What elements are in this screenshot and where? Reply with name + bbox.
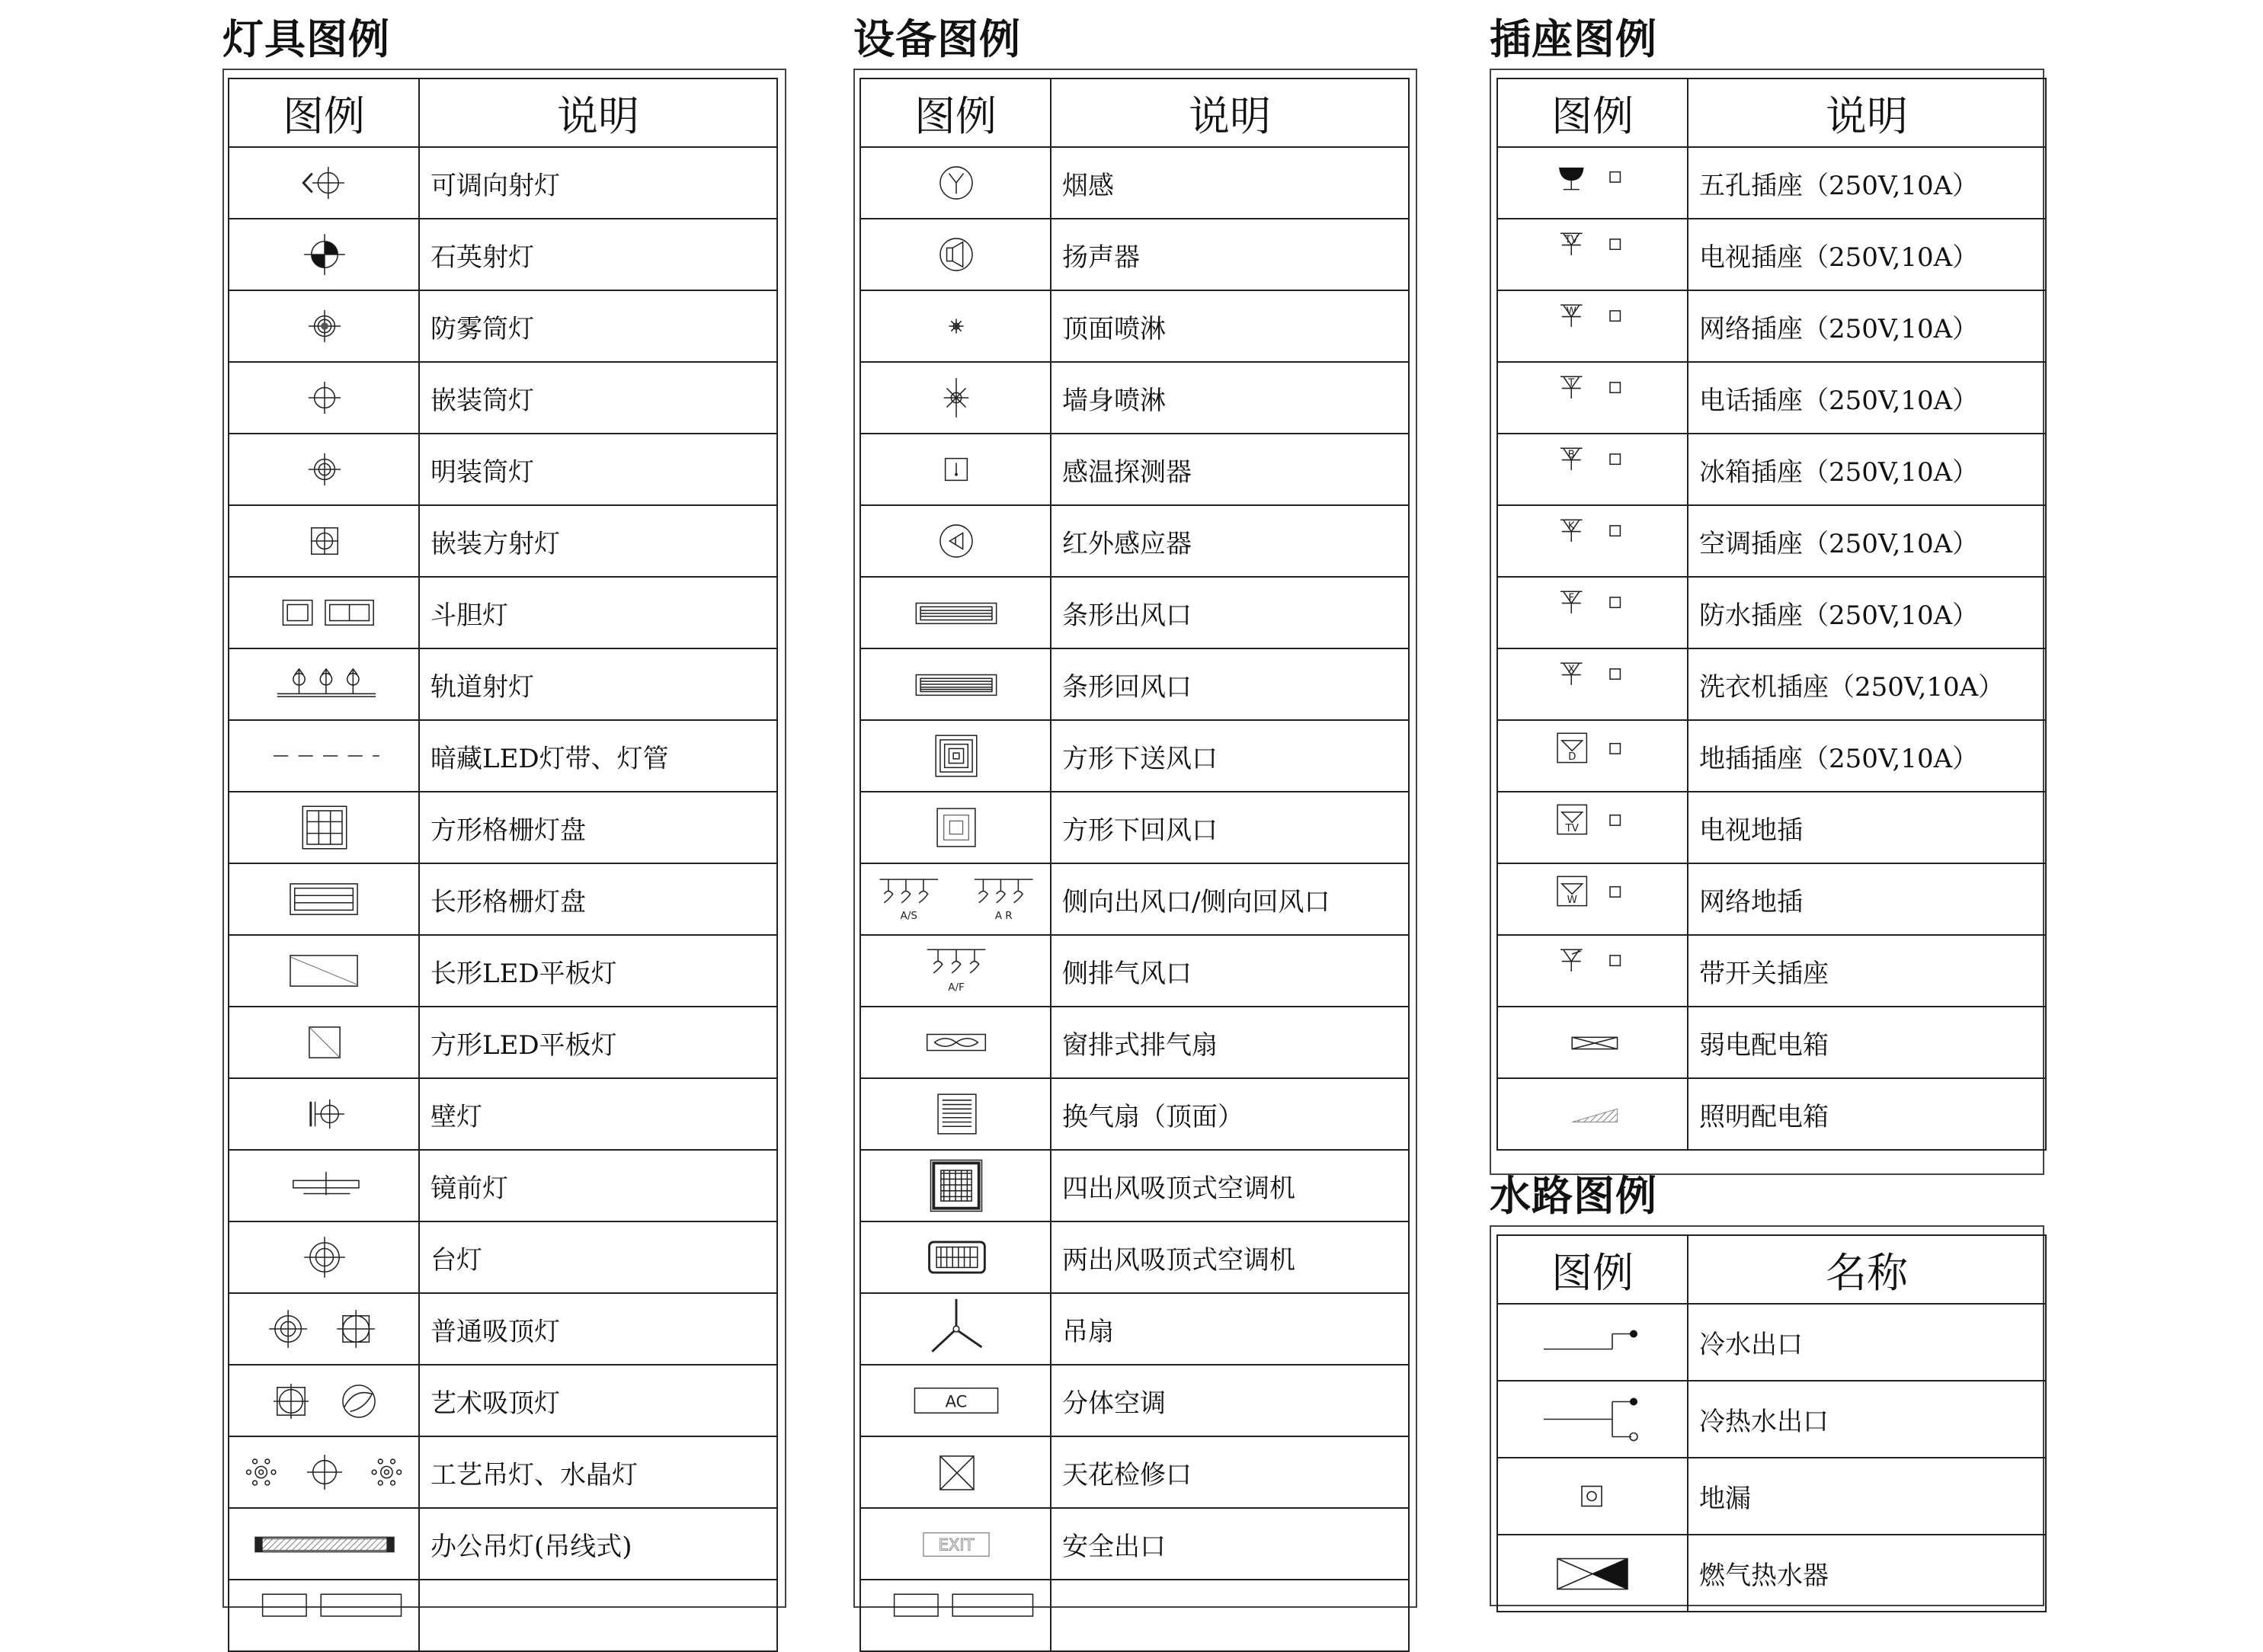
legend-description: 换气扇（顶面） — [1051, 1078, 1409, 1150]
svg-text:AC: AC — [945, 1391, 968, 1411]
table-header-row — [860, 78, 1409, 147]
legend-symbol-cell — [860, 1436, 1051, 1508]
legend-description: 窗排式排气扇 — [1051, 1007, 1409, 1078]
legend-symbol-cell — [860, 1150, 1051, 1221]
ceiling-sprinkler-icon — [861, 292, 1051, 360]
legend-table-lamps — [228, 78, 778, 1652]
legend-description: 嵌装方射灯 — [419, 505, 777, 577]
table-row — [229, 1078, 777, 1150]
legend-description: 感温探测器 — [1051, 434, 1409, 505]
legend-symbol-cell — [1497, 505, 1688, 577]
legend-symbol-cell — [229, 1508, 419, 1580]
infrared-sensor-icon — [861, 507, 1051, 575]
legend-symbol-cell — [860, 792, 1051, 863]
exit-sign-icon — [861, 1510, 1051, 1578]
legend-symbol-cell — [229, 720, 419, 792]
equipment-legend-section — [853, 17, 1417, 1600]
legend-symbol-cell — [229, 1007, 419, 1078]
legend-symbol-cell — [860, 1508, 1051, 1580]
legend-description: 长形格栅灯盘 — [419, 863, 777, 935]
legend-description: 安全出口 — [1051, 1508, 1409, 1580]
legend-symbol-cell — [229, 935, 419, 1007]
legend-symbol-cell — [229, 863, 419, 935]
legend-symbol-cell — [229, 219, 419, 290]
table-row — [860, 863, 1409, 935]
legend-description: 弱电配电箱 — [1688, 1007, 2046, 1078]
water-legend-section — [1490, 1173, 2046, 1600]
legend-symbol-cell — [860, 720, 1051, 792]
legend-symbol-cell — [229, 1293, 419, 1365]
legend-description: 斗胆灯 — [419, 577, 777, 648]
section-title-sockets: 插座图例 — [1490, 15, 1657, 63]
legend-symbol-cell — [229, 1436, 419, 1508]
four-way-cassette-ac-icon — [861, 1151, 1051, 1220]
legend-description: 地插插座（250V,10A） — [1688, 720, 2046, 792]
legend-description: 石英射灯 — [419, 219, 777, 290]
two-way-cassette-ac-icon — [861, 1223, 1051, 1292]
lamp-legend-section — [222, 17, 786, 1600]
header-name: 名称 — [1688, 1235, 2046, 1304]
square-supply-vent-icon — [861, 722, 1051, 790]
legend-description — [1051, 1580, 1409, 1651]
header-legend: 图例 — [1497, 78, 1688, 147]
table-row — [229, 219, 777, 290]
legend-symbol-cell — [860, 1078, 1051, 1150]
art-ceiling-lamp-icon — [229, 1366, 420, 1435]
legend-symbol-cell — [860, 1580, 1051, 1651]
legend-symbol-cell — [229, 362, 419, 434]
section-title-equipment: 设备图例 — [853, 15, 1021, 63]
legend-description: 顶面喷淋 — [1051, 290, 1409, 362]
legend-symbol-cell — [1497, 147, 1688, 219]
tv-socket-icon — [1498, 220, 1688, 289]
table-row — [860, 434, 1409, 505]
legend-description: 轨道射灯 — [419, 648, 777, 720]
legend-symbol-cell — [1497, 219, 1688, 290]
side-vents-icon — [861, 865, 1051, 933]
legend-symbol-cell — [1497, 1078, 1688, 1150]
legend-description: 方形下送风口 — [1051, 720, 1409, 792]
network-floor-socket-icon — [1498, 865, 1688, 933]
legend-description: 普通吸顶灯 — [419, 1293, 777, 1365]
legend-description: 洗衣机插座（250V,10A） — [1688, 648, 2046, 720]
smoke-detector-icon — [861, 149, 1051, 217]
ceiling-fan-icon — [861, 1295, 1051, 1363]
table-row — [860, 577, 1409, 648]
section-title-lamps: 灯具图例 — [222, 15, 390, 63]
legend-table-sockets — [1496, 78, 2047, 1151]
legend-symbol-cell — [1497, 434, 1688, 505]
split-ac-icon — [861, 1366, 1051, 1435]
table-row — [1497, 863, 2046, 935]
table-row — [860, 1293, 1409, 1365]
table-row — [860, 1007, 1409, 1078]
header-legend: 图例 — [229, 78, 419, 147]
legend-symbol-cell — [860, 648, 1051, 720]
legend-symbol-cell — [1497, 1007, 1688, 1078]
table-row — [1497, 648, 2046, 720]
table-row — [1497, 1458, 2046, 1535]
table-row — [1497, 1078, 2046, 1150]
wall-lamp-icon — [229, 1080, 420, 1148]
legend-description: 明装筒灯 — [419, 434, 777, 505]
network-socket-icon — [1498, 292, 1688, 360]
legend-description: 方形格栅灯盘 — [419, 792, 777, 863]
svg-text:A/F: A/F — [948, 981, 965, 994]
table-row — [860, 219, 1409, 290]
table-row — [860, 792, 1409, 863]
quartz-spotlight-icon — [229, 220, 420, 289]
legend-symbol-cell — [860, 863, 1051, 935]
table-row — [860, 362, 1409, 434]
table-row — [1497, 1304, 2046, 1381]
table-row — [229, 577, 777, 648]
legend-description: 艺术吸顶灯 — [419, 1365, 777, 1436]
legend-description: 吊扇 — [1051, 1293, 1409, 1365]
legend-symbol-cell — [860, 147, 1051, 219]
ceiling-vent-fan-icon — [861, 1080, 1051, 1148]
legend-description: 冷热水出口 — [1688, 1381, 2046, 1458]
table-row — [1497, 290, 2046, 362]
table-row — [860, 1365, 1409, 1436]
table-row — [1497, 505, 2046, 577]
legend-symbol-cell — [860, 290, 1051, 362]
table-row — [1497, 720, 2046, 792]
legend-description: 工艺吊灯、水晶灯 — [419, 1436, 777, 1508]
legend-table-equipment — [859, 78, 1410, 1652]
section-title-water: 水路图例 — [1490, 1172, 1657, 1220]
table-row — [860, 1221, 1409, 1293]
legend-description: 防雾筒灯 — [419, 290, 777, 362]
legend-description: 壁灯 — [419, 1078, 777, 1150]
legend-symbol-cell — [1497, 935, 1688, 1007]
legend-description: 红外感应器 — [1051, 505, 1409, 577]
legend-symbol-cell — [1497, 720, 1688, 792]
svg-text:F: F — [1568, 592, 1575, 604]
table-row — [229, 1221, 777, 1293]
washer-socket-icon — [1498, 650, 1688, 719]
table-row — [229, 1365, 777, 1436]
table-row — [1497, 792, 2046, 863]
table-row — [1497, 1381, 2046, 1458]
table-row — [1497, 434, 2046, 505]
svg-text:B: B — [1567, 449, 1575, 461]
legend-description: 办公吊灯(吊线式) — [419, 1508, 777, 1580]
legend-description: 镜前灯 — [419, 1150, 777, 1221]
legend-description: 长形LED平板灯 — [419, 935, 777, 1007]
legend-description: 两出风吸顶式空调机 — [1051, 1221, 1409, 1293]
table-row — [229, 362, 777, 434]
legend-description: 空调插座（250V,10A） — [1688, 505, 2046, 577]
cold-water-outlet-icon — [1498, 1305, 1688, 1379]
table-row — [229, 720, 777, 792]
table-row — [860, 147, 1409, 219]
heat-detector-icon — [861, 435, 1051, 504]
tv-floor-socket-icon — [1498, 793, 1688, 862]
legend-description: 网络地插 — [1688, 863, 2046, 935]
table-row — [860, 1078, 1409, 1150]
legend-description: 分体空调 — [1051, 1365, 1409, 1436]
low-voltage-box-icon — [1498, 1008, 1688, 1077]
square-led-panel-icon — [229, 1008, 420, 1077]
table-row — [860, 505, 1409, 577]
legend-description: 天花检修口 — [1051, 1436, 1409, 1508]
legend-symbol-cell — [860, 362, 1051, 434]
legend-symbol-cell — [1497, 290, 1688, 362]
legend-description — [419, 1580, 777, 1651]
header-description: 说明 — [419, 78, 777, 147]
table-row — [860, 648, 1409, 720]
table-row — [1497, 1007, 2046, 1078]
five-hole-socket-icon — [1498, 149, 1688, 217]
legend-symbol-cell — [229, 648, 419, 720]
table-row — [229, 1580, 777, 1651]
legend-description: 扬声器 — [1051, 219, 1409, 290]
legend-symbol-cell — [1497, 577, 1688, 648]
track-spotlight-icon — [229, 650, 420, 719]
legend-symbol-cell — [229, 505, 419, 577]
legend-symbol-cell — [1497, 648, 1688, 720]
table-row — [1497, 147, 2046, 219]
socket-legend-section — [1490, 17, 2046, 1175]
long-led-panel-icon — [229, 936, 420, 1005]
recessed-square-spotlight-icon — [229, 507, 420, 575]
svg-text:X: X — [1567, 664, 1575, 676]
legend-symbol-cell — [1497, 1458, 1688, 1535]
table-row — [860, 290, 1409, 362]
side-exhaust-vent-icon — [861, 936, 1051, 1005]
legend-symbol-cell — [1497, 362, 1688, 434]
svg-text:A R: A R — [994, 910, 1013, 922]
office-pendant-lamp-icon — [229, 1510, 420, 1578]
svg-text:W: W — [1566, 306, 1576, 318]
svg-text:D: D — [1568, 751, 1576, 763]
legend-description: 电视插座（250V,10A） — [1688, 219, 2046, 290]
legend-description: 台灯 — [419, 1221, 777, 1293]
ceiling-lamp-icon — [229, 1295, 420, 1363]
legend-symbol-cell — [229, 792, 419, 863]
table-row — [860, 935, 1409, 1007]
svg-text:K: K — [1567, 520, 1575, 533]
legend-symbol-cell — [229, 1580, 419, 1651]
legend-description: 墙身喷淋 — [1051, 362, 1409, 434]
wall-sprinkler-icon — [861, 363, 1051, 432]
svg-text:EXIT: EXIT — [938, 1535, 975, 1554]
square-return-vent-icon — [861, 793, 1051, 862]
legend-symbol-cell — [229, 1078, 419, 1150]
adjustable-spotlight-icon — [229, 149, 420, 217]
switched-socket-icon — [1498, 936, 1688, 1005]
table-row — [860, 1436, 1409, 1508]
table-row — [860, 720, 1409, 792]
table-row — [1497, 362, 2046, 434]
table-row — [229, 1007, 777, 1078]
hidden-led-strip-icon — [229, 722, 420, 790]
table-row — [860, 1150, 1409, 1221]
table-row — [860, 1508, 1409, 1580]
table-row — [229, 1508, 777, 1580]
table-header-row — [229, 78, 777, 147]
grille-spotlight-icon — [229, 578, 420, 647]
long-grille-panel-icon — [229, 865, 420, 933]
legend-symbol-cell — [229, 147, 419, 219]
legend-description: 暗藏LED灯带、灯管 — [419, 720, 777, 792]
legend-description: 方形LED平板灯 — [419, 1007, 777, 1078]
legend-symbol-cell — [860, 1365, 1051, 1436]
linear-supply-vent-icon — [861, 578, 1051, 647]
table-row — [1497, 219, 2046, 290]
legend-symbol-cell — [860, 935, 1051, 1007]
legend-description: 五孔插座（250V,10A） — [1688, 147, 2046, 219]
legend-symbol-cell — [229, 1150, 419, 1221]
partial-icon — [861, 1581, 1051, 1650]
legend-symbol-cell — [229, 577, 419, 648]
speaker-icon — [861, 220, 1051, 289]
table-lamp-icon — [229, 1223, 420, 1292]
hot-cold-water-outlet-icon — [1498, 1382, 1688, 1456]
legend-description: 电视地插 — [1688, 792, 2046, 863]
chandelier-icon — [229, 1438, 420, 1506]
svg-text:TV: TV — [1564, 234, 1578, 246]
linear-return-vent-icon — [861, 650, 1051, 719]
legend-description: 侧排气风口 — [1051, 935, 1409, 1007]
table-row — [229, 1436, 777, 1508]
legend-description: 四出风吸顶式空调机 — [1051, 1150, 1409, 1221]
legend-symbol-cell — [229, 1365, 419, 1436]
legend-description: 带开关插座 — [1688, 935, 2046, 1007]
square-grille-panel-icon — [229, 793, 420, 862]
header-description: 说明 — [1688, 78, 2046, 147]
legend-symbol-cell — [860, 1293, 1051, 1365]
phone-socket-icon — [1498, 363, 1688, 432]
legend-symbol-cell — [860, 1221, 1051, 1293]
legend-symbol-cell — [860, 1007, 1051, 1078]
table-row — [229, 648, 777, 720]
fogproof-downlight-icon — [229, 292, 420, 360]
table-row — [1497, 577, 2046, 648]
legend-symbol-cell — [860, 505, 1051, 577]
lighting-box-icon — [1498, 1080, 1688, 1148]
legend-description: 冰箱插座（250V,10A） — [1688, 434, 2046, 505]
legend-description: 冷水出口 — [1688, 1304, 2046, 1381]
table-row — [229, 935, 777, 1007]
legend-description: 燃气热水器 — [1688, 1535, 2046, 1612]
table-row — [229, 792, 777, 863]
legend-description: 地漏 — [1688, 1458, 2046, 1535]
window-exhaust-fan-icon — [861, 1008, 1051, 1077]
legend-table-water — [1496, 1234, 2047, 1612]
legend-symbol-cell — [1497, 1304, 1688, 1381]
floor-drain-icon — [1498, 1459, 1688, 1533]
fridge-socket-icon — [1498, 435, 1688, 504]
legend-symbol-cell — [1497, 1381, 1688, 1458]
table-row — [229, 290, 777, 362]
svg-text:T: T — [1568, 377, 1575, 389]
legend-symbol-cell — [860, 219, 1051, 290]
legend-description: 照明配电箱 — [1688, 1078, 2046, 1150]
legend-symbol-cell — [229, 1221, 419, 1293]
ac-socket-icon — [1498, 507, 1688, 575]
legend-description: 嵌装筒灯 — [419, 362, 777, 434]
svg-text:A/S: A/S — [900, 910, 917, 922]
legend-symbol-cell — [229, 434, 419, 505]
table-row — [1497, 935, 2046, 1007]
legend-description: 侧向出风口/侧向回风口 — [1051, 863, 1409, 935]
legend-symbol-cell — [1497, 863, 1688, 935]
recessed-downlight-icon — [229, 363, 420, 432]
svg-text:TV: TV — [1565, 822, 1579, 834]
table-row — [229, 1150, 777, 1221]
header-description: 说明 — [1051, 78, 1409, 147]
table-row — [229, 434, 777, 505]
table-header-row — [1497, 78, 2046, 147]
legend-description: 可调向射灯 — [419, 147, 777, 219]
waterproof-socket-icon — [1498, 578, 1688, 647]
legend-description: 方形下回风口 — [1051, 792, 1409, 863]
legend-symbol-cell — [860, 434, 1051, 505]
legend-description: 烟感 — [1051, 147, 1409, 219]
header-legend: 图例 — [1497, 1235, 1688, 1304]
surface-downlight-icon — [229, 435, 420, 504]
table-row — [860, 1580, 1409, 1651]
access-hatch-icon — [861, 1438, 1051, 1506]
svg-text:W: W — [1567, 894, 1577, 906]
table-row — [229, 1293, 777, 1365]
table-row — [229, 505, 777, 577]
legend-description: 电话插座（250V,10A） — [1688, 362, 2046, 434]
legend-symbol-cell — [1497, 792, 1688, 863]
table-row — [229, 863, 777, 935]
partial-icon — [229, 1581, 420, 1650]
mirror-front-lamp-icon — [229, 1151, 420, 1220]
floor-socket-icon — [1498, 722, 1688, 790]
legend-description: 防水插座（250V,10A） — [1688, 577, 2046, 648]
table-header-row — [1497, 1235, 2046, 1304]
legend-symbol-cell — [860, 577, 1051, 648]
legend-description: 网络插座（250V,10A） — [1688, 290, 2046, 362]
legend-description: 条形回风口 — [1051, 648, 1409, 720]
legend-description: 条形出风口 — [1051, 577, 1409, 648]
header-legend: 图例 — [860, 78, 1051, 147]
table-row — [229, 147, 777, 219]
gas-water-heater-icon — [1498, 1536, 1688, 1610]
legend-symbol-cell — [229, 290, 419, 362]
